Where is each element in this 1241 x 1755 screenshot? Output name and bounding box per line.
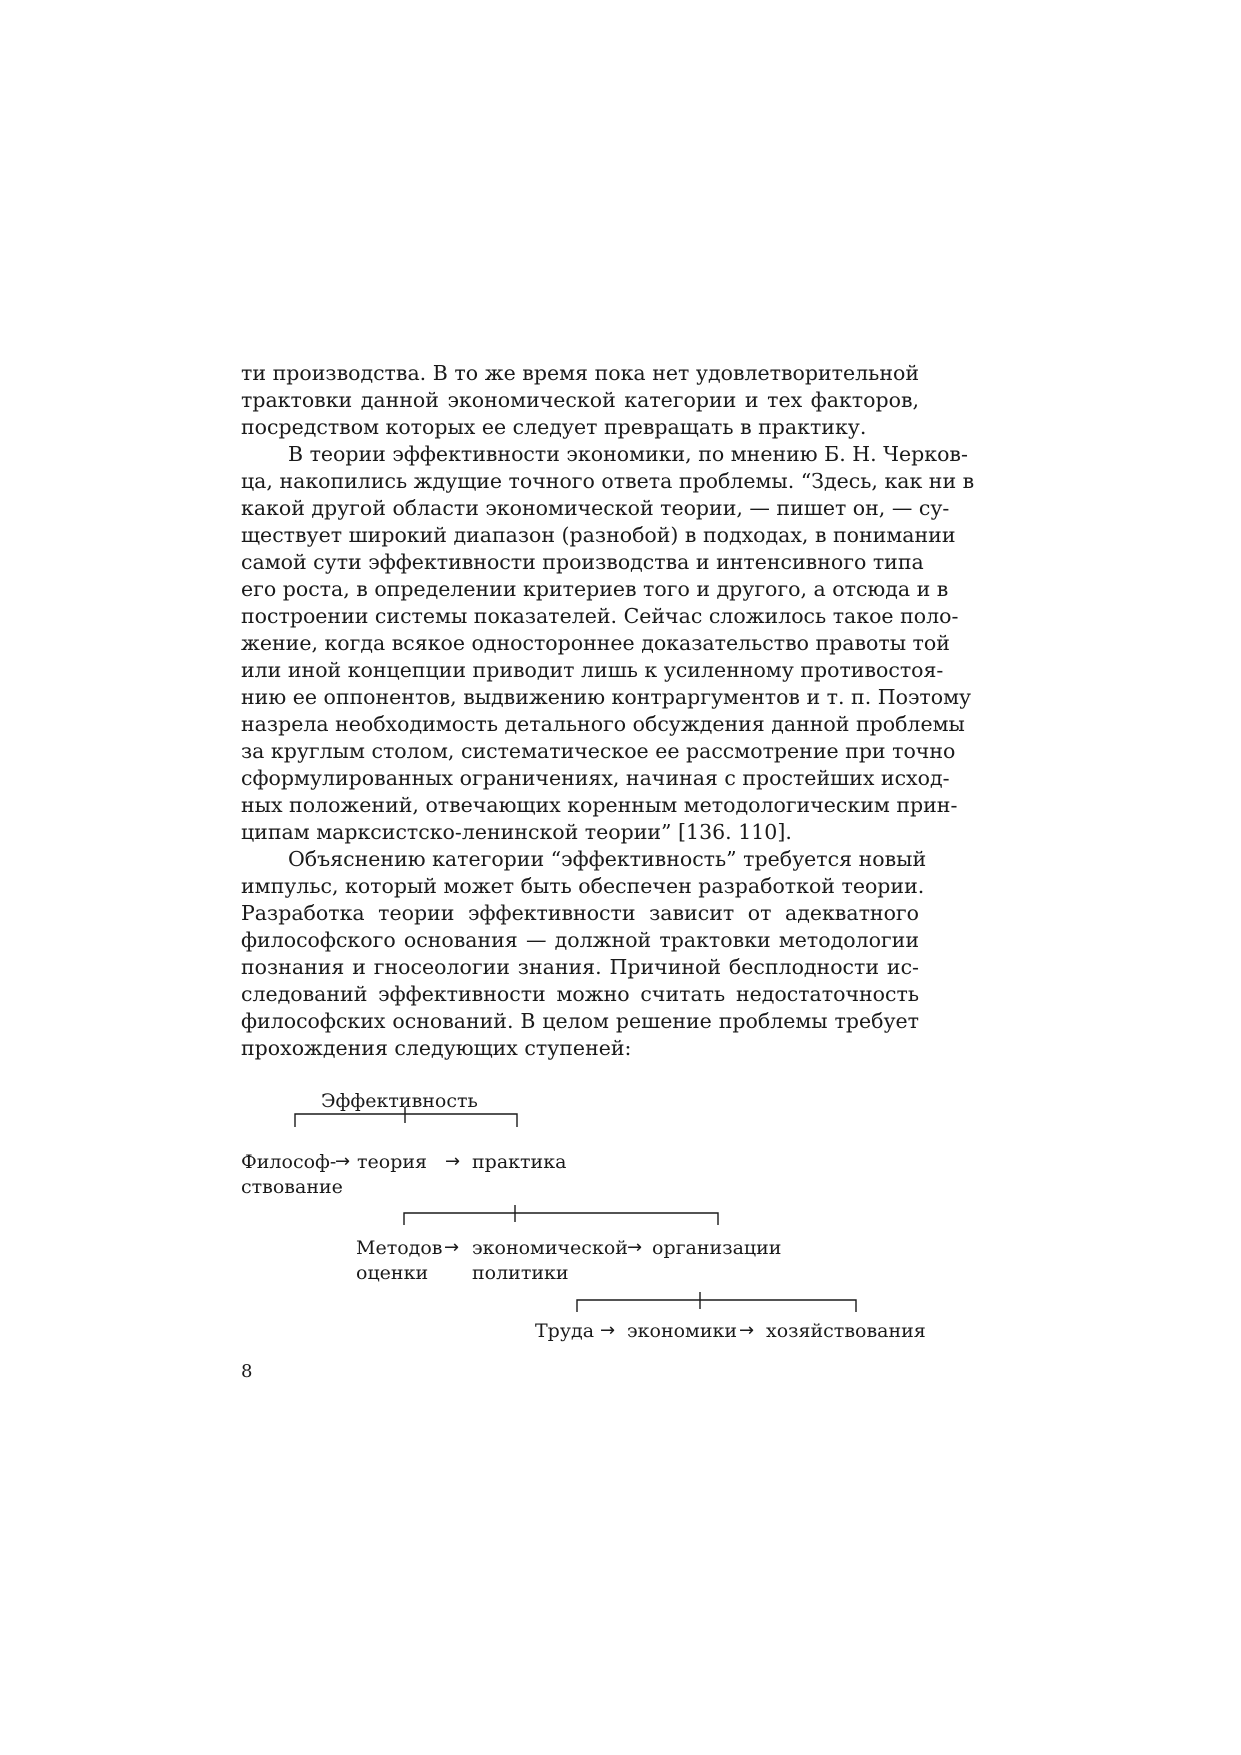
text-line: жение, когда всякое одностороннее доказательство правоты той	[241, 631, 950, 655]
diagram-organization-label: организации	[652, 1237, 782, 1259]
arrow-icon: →	[739, 1320, 755, 1341]
text-line: импульс, который может быть обеспечен разработкой теории.	[241, 874, 925, 898]
text-line: ществует широкий диапазон (разнобой) в подходах, в понимании	[241, 523, 956, 547]
diagram-philosophy-label: Философ-	[241, 1151, 337, 1173]
bracket-level1	[295, 1114, 517, 1127]
text-line: следований эффективности можно считать недостаточность	[241, 982, 919, 1006]
text-line: трактовки данной экономической категории и тех факторов,	[241, 388, 919, 412]
arrow-icon: →	[444, 1237, 460, 1258]
diagram-practice-label: практика	[472, 1151, 567, 1173]
text-line: философских оснований. В целом решение проблемы требует	[241, 1009, 919, 1033]
text-line: назрела необходимость детального обсуждения данной проблемы	[241, 712, 965, 736]
text-line: самой сути эффективности производства и интенсивного типа	[241, 550, 924, 574]
text-line: ца, накопились ждущие точного ответа проблемы. “Здесь, как ни в	[241, 469, 975, 493]
diagram-economic-label: экономической	[472, 1237, 628, 1259]
text-line: посредством которых ее следует превращать в практику.	[241, 415, 867, 439]
bracket-level2	[404, 1213, 718, 1225]
text-line: В теории эффективности экономики, по мнению Б. Н. Черков-	[288, 442, 968, 466]
diagram-root-label: Эффективность	[321, 1090, 478, 1112]
text-line: прохождения следующих ступеней:	[241, 1036, 632, 1060]
bracket-level3	[577, 1300, 856, 1312]
arrow-icon: →	[600, 1320, 616, 1341]
diagram-economy-label: экономики	[627, 1320, 738, 1342]
diagram-labor-label: Труда	[535, 1320, 595, 1342]
text-line: ципам марксистско-ленинской теории” [136. 110].	[241, 820, 792, 844]
text-line: или иной концепции приводит лишь к усиленному противостоя-	[241, 658, 944, 682]
arrow-icon: →	[445, 1151, 461, 1172]
diagram-methods-label-cont: оценки	[356, 1262, 429, 1284]
page-number: 8	[241, 1361, 253, 1382]
text-line: философского основания — должной трактовки методологии	[241, 928, 919, 952]
text-line: его роста, в определении критериев того и другого, а отсюда и в	[241, 577, 949, 601]
text-line: ти производства. В то же время пока нет удовлетворительной	[241, 361, 919, 385]
diagram-economic-label-cont: политики	[472, 1262, 569, 1284]
diagram-methods-label: Методов	[356, 1237, 443, 1259]
text-line: нию ее оппонентов, выдвижению контраргументов и т. п. Поэтому	[241, 685, 972, 709]
diagram-management-label: хозяйствования	[766, 1320, 926, 1342]
text-line: за круглым столом, систематическое ее рассмотрение при точно	[241, 739, 956, 763]
text-line: познания и гносеологии знания. Причиной бесплодности ис-	[241, 955, 919, 979]
text-line: Разработка теории эффективности зависит от адекватного	[241, 901, 919, 925]
text-line: ных положений, отвечающих коренным методологическим прин-	[241, 793, 958, 817]
arrow-icon: →	[335, 1151, 351, 1172]
diagram-theory-label: теория	[357, 1151, 428, 1173]
text-line: Объяснению категории “эффективность” требуется новый	[288, 847, 927, 871]
diagram-philosophy-label-cont: ствование	[241, 1176, 343, 1198]
text-line: сформулированных ограничениях, начиная с простейших исход-	[241, 766, 950, 790]
arrow-icon: →	[627, 1237, 643, 1258]
text-line: построении системы показателей. Сейчас сложилось такое поло-	[241, 604, 959, 628]
text-line: какой другой области экономической теории, — пишет он, — су-	[241, 496, 950, 520]
